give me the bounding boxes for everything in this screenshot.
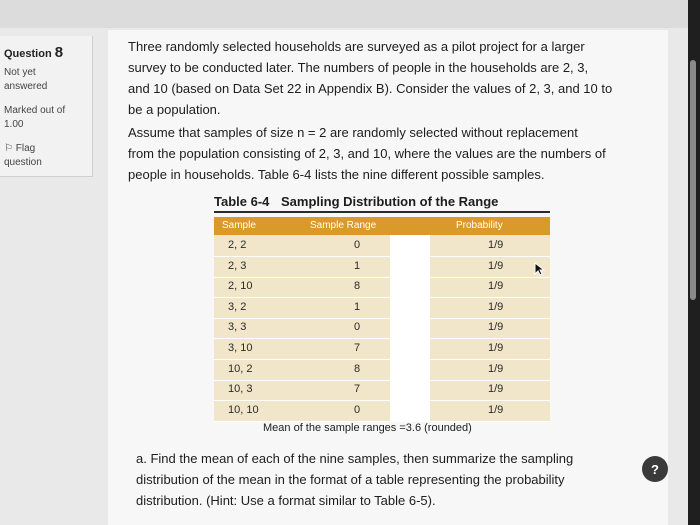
- header-sample: Sample: [222, 220, 256, 231]
- table-row: [214, 236, 550, 257]
- mouse-pointer-icon: [534, 262, 546, 276]
- help-icon: ?: [651, 461, 659, 477]
- cell-probability: 1/9: [488, 280, 504, 293]
- cell-sample-range: 7: [354, 383, 361, 396]
- table-row: [214, 360, 550, 381]
- sample-line-1: Assume that samples of size n = 2 are randomly selected without replacement: [128, 125, 578, 140]
- table-row: [214, 277, 550, 298]
- cell-sample-range: 0: [354, 403, 361, 416]
- table-label: Table 6-4: [214, 194, 270, 209]
- cell-sample-range: 8: [354, 280, 361, 293]
- cell-sample-range: 1: [354, 259, 361, 272]
- cell-sample: 2, 2: [228, 239, 247, 251]
- cell-sample: 10, 2: [228, 362, 253, 375]
- cell-probability: 1/9: [488, 342, 504, 354]
- question-content: [108, 30, 668, 525]
- cell-sample: 10, 10: [228, 403, 259, 416]
- table-row: [214, 298, 550, 319]
- flag-label-2: question: [4, 157, 42, 168]
- marked-line-1: Marked out of: [4, 105, 66, 116]
- marks-text: [4, 104, 65, 132]
- cell-probability: 1/9: [488, 362, 504, 375]
- question-label: Question: [4, 48, 52, 60]
- cell-sample-range: 7: [354, 342, 361, 354]
- intro-line-2: survey to be conducted later. The numbers of people in the households are 2, 3,: [128, 60, 589, 75]
- flag-question-button[interactable]: [4, 142, 42, 170]
- scrollbar-thumb[interactable]: [690, 60, 696, 300]
- header-probability: Probability: [456, 220, 503, 231]
- cell-sample: 2, 10: [228, 280, 253, 293]
- intro-line-1: Three randomly selected households are surveyed as a pilot project for a larger: [128, 39, 585, 54]
- cell-sample-range: 0: [354, 321, 361, 334]
- question-heading: [4, 44, 63, 61]
- cell-sample-range: 0: [354, 239, 361, 251]
- cell-probability: 1/9: [488, 383, 504, 396]
- part-a-line-1: a. Find the mean of each of the nine samples, then summarize the sampling: [136, 451, 574, 466]
- cell-sample-range: 1: [354, 300, 361, 313]
- cell-sample: 2, 3: [228, 259, 247, 272]
- help-button[interactable]: [642, 456, 668, 482]
- status-text: [4, 66, 47, 94]
- cell-sample: 10, 3: [228, 383, 253, 396]
- table-row: [214, 257, 550, 278]
- header-sample-range: Sample Range: [310, 220, 377, 231]
- flag-icon: ⚐: [4, 143, 13, 154]
- cell-sample: 3, 2: [228, 300, 247, 313]
- marked-line-2: 1.00: [4, 119, 24, 130]
- top-bar: [0, 0, 690, 28]
- intro-line-4: be a population.: [128, 102, 221, 117]
- cell-sample: 3, 3: [228, 321, 247, 334]
- table-title: [214, 194, 550, 213]
- table-caption: Sampling Distribution of the Range: [281, 194, 499, 209]
- part-a-line-2: distribution of the mean in the format of a table representing the probability: [136, 472, 565, 487]
- cell-sample-range: 8: [354, 362, 361, 375]
- cell-probability: 1/9: [488, 321, 504, 334]
- part-a-line-3: distribution. (Hint: Use a format similar to Table 6-5).: [136, 493, 436, 508]
- table-row: [214, 401, 550, 422]
- intro-paragraph: [128, 36, 648, 120]
- sample-line-2: from the population consisting of 2, 3, and 10, where the values are the numbers of: [128, 146, 606, 161]
- sampling-distribution-table: [214, 217, 550, 421]
- question-number: 8: [54, 44, 64, 61]
- cell-sample: 3, 10: [228, 342, 253, 354]
- status-line-2: answered: [4, 81, 48, 92]
- cell-probability: 1/9: [488, 300, 504, 313]
- question-info-panel: [0, 36, 93, 177]
- table-row: [214, 318, 550, 339]
- status-line-1: Not yet: [4, 67, 36, 78]
- table-row: [214, 380, 550, 401]
- cell-probability: 1/9: [488, 239, 504, 251]
- sample-paragraph: [128, 122, 648, 185]
- cell-probability: 1/9: [488, 403, 504, 416]
- sample-line-3: people in households. Table 6-4 lists the nine different possible samples.: [128, 167, 545, 182]
- cell-probability: 1/9: [488, 259, 504, 272]
- part-a-question: [136, 448, 606, 511]
- table-row: [214, 339, 550, 360]
- table-footnote: Mean of the sample ranges =3.6 (rounded): [263, 422, 472, 434]
- intro-line-3: and 10 (based on Data Set 22 in Appendix B). Consider the values of 2, 3, and 10 to: [128, 81, 613, 96]
- flag-label: Flag: [15, 143, 36, 154]
- table-header-row: [214, 217, 550, 235]
